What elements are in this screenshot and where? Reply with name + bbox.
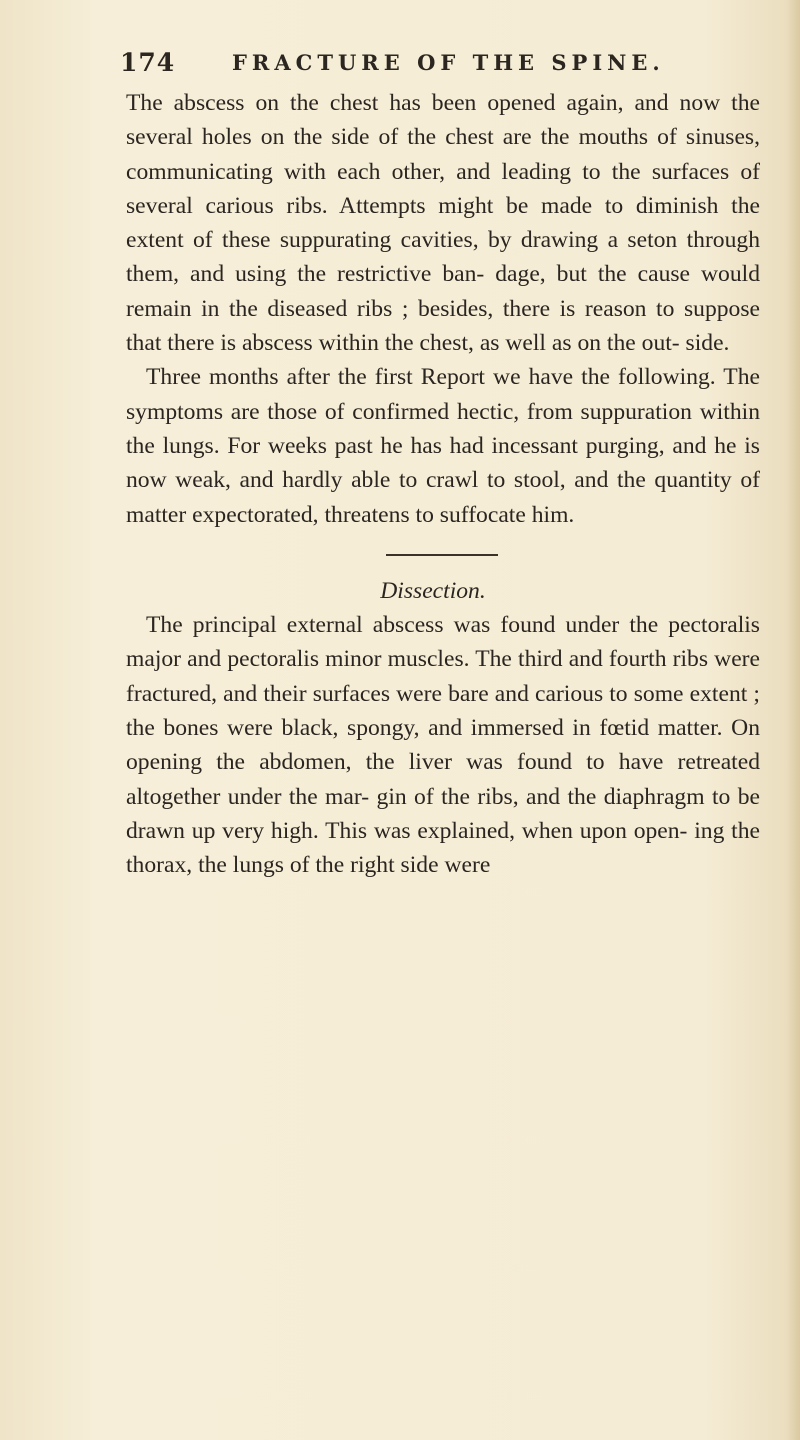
paragraph-dissection: The principal external abscess was found under the pectoralis major and pectoralis minor muscles. The third and fourth ribs were fractured, and their surfaces were bare and carious to some extent ; the bones were black, spongy, and immersed in fœtid matter. On opening the abdomen, the liver was found to have retreated altogether under the mar- gin of the ribs, and the diaphragm to be drawn up very high. This was explained, when upon open- ing the thorax, the lungs of the right side were xyxy=(126,612,760,879)
section-heading-dissection: Dissection. xyxy=(380,577,486,604)
running-head xyxy=(120,48,760,88)
paragraph-three-months: Three months after the first Report we have the following. The symptoms are those of confirmed hectic, from suppuration within the lungs. For weeks past he has had incessant purging, and he is now weak, and hardly able to crawl to stool, and the quantity of matter expectorated, threatens to suffocate him. xyxy=(126,364,760,528)
running-title: FRACTURE OF THE SPINE. xyxy=(232,50,665,75)
page-edge-shadow xyxy=(786,0,800,1440)
body-text xyxy=(126,86,760,883)
page-number: 174 xyxy=(120,48,176,77)
paragraph-abscess: The abscess on the chest has been opened again, and now the several holes on the side of the chest are the mouths of sinuses, communicating with each other, and leading to the surfaces of several carious ribs. Attempts might be made to diminish the extent of these suppurating cavities, by drawing a seton through them, and using the restrictive ban- dage, but the cause would remain in the diseased ribs ; besides, there is reason to suppose that there is abscess within the chest, as well as on the out- side. xyxy=(126,90,760,357)
section-divider xyxy=(126,532,760,574)
divider-rule xyxy=(386,554,498,556)
